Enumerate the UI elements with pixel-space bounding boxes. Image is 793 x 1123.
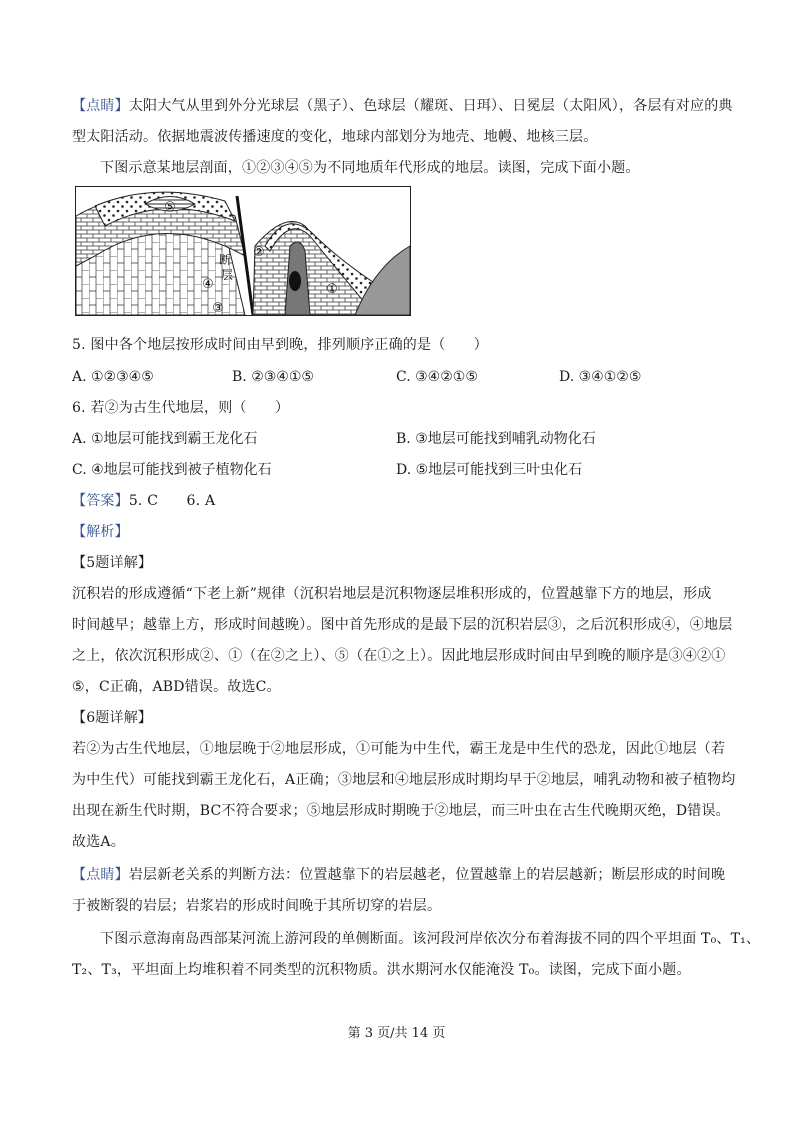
- intro-paragraph-2-cont: T₂、T₃，平坦面上均堆积着不同类型的沉积物质。洪水期河水仅能淹没 T₀。读图，完成下面小题。: [72, 962, 691, 978]
- tip-tag: 【点睛】: [72, 98, 129, 114]
- analysis-tag: 【解析】: [72, 524, 129, 540]
- q5-option-a: A. ①②③④⑤: [72, 369, 154, 385]
- q6-detail-line-2: 为中生代）可能找到霸王龙化石，A正确；③地层和④地层形成时期均早于②地层，哺乳动物和被子植物均: [72, 772, 736, 788]
- q5-detail-line-2: 时间越早；越靠上方，形成时间越晚）。图中首先形成的是最下层的沉积岩层③，之后沉积形成④，④地层: [72, 617, 733, 633]
- page-footer: 第 3 页/共 14 页: [347, 1026, 446, 1041]
- q6-detail-line-4: 故选A。: [72, 834, 125, 850]
- label-fault-2: 层: [220, 268, 234, 282]
- q5-option-b: B. ②③④①⑤: [232, 369, 314, 385]
- tip-paragraph-1: [72, 95, 733, 117]
- q5-option-c: C. ③④②①⑤: [396, 369, 478, 385]
- q5-option-d: D. ③④①②⑤: [559, 369, 642, 385]
- q5-detail-line-1: 沉积岩的形成遵循“下老上新”规律（沉积岩地层是沉积物逐层堆积形成的，位置越靠下方的地层，形成: [72, 586, 712, 602]
- tip-text-2: 岩层新老关系的判断方法：位置越靠下的岩层越老，位置越靠上的岩层越新；断层形成的时间晚: [128, 867, 726, 883]
- label-layer-1: ①: [326, 282, 338, 297]
- label-layer-3: ③: [212, 301, 224, 316]
- answer-text: 5. C 6. A: [128, 493, 216, 509]
- q6-detail-line-1: 若②为古生代地层，①地层晚于②地层形成，①可能为中生代，霸王龙是中生代的恐龙，因此①地层（若: [72, 741, 726, 757]
- strata-cross-section-diagram: [75, 186, 411, 316]
- q5-detail-line-4: ⑤，C正确，ABD错误。故选C。: [72, 679, 281, 695]
- intro-paragraph-1: 下图示意某地层剖面，①②③④⑤为不同地质年代形成的地层。读图，完成下面小题。: [100, 160, 640, 176]
- q6-option-d: D. ⑤地层可能找到三叶虫化石: [396, 462, 583, 478]
- label-layer-5: ⑤: [164, 200, 176, 215]
- intro-paragraph-2: 下图示意海南岛西部某河流上游河段的单侧断面。该河段河岸依次分布着海拔不同的四个平坦面 T₀、T₁、: [100, 931, 761, 947]
- label-layer-4: ④: [202, 277, 214, 292]
- question-6-stem: 6. 若②为古生代地层，则（ ）: [72, 400, 290, 416]
- question-5-stem: 5. 图中各个地层按形成时间由早到晚，排列顺序正确的是（ ）: [72, 337, 489, 353]
- tip-text: 太阳大气从里到外分光球层（黑子）、色球层（耀斑、日珥）、日冕层（太阳风），各层有对应的典: [128, 98, 733, 114]
- tip-tag-2: 【点睛】: [72, 867, 129, 883]
- q6-option-b: B. ③地层可能找到哺乳动物化石: [396, 431, 596, 447]
- q6-option-c: C. ④地层可能找到被子植物化石: [72, 462, 272, 478]
- tip-paragraph-1-cont: 型太阳活动。依据地震波传播速度的变化，地球内部划分为地壳、地幔、地核三层。: [72, 129, 598, 145]
- label-layer-2: ②: [253, 245, 265, 260]
- q6-detail-line-3: 出现在新生代时期，BC不符合要求；⑤地层形成时期晚于②地层，而三叶虫在古生代晚期灭绝，D错误。: [72, 803, 730, 819]
- q5-detail-line-3: 之上，依次沉积形成②、①（在②之上）、⑤（在①之上）。因此地层形成时间由早到晚的顺序是③④②①: [72, 648, 726, 664]
- q6-option-a: A. ①地层可能找到霸王龙化石: [72, 431, 258, 447]
- label-fault-1: 断: [218, 253, 232, 267]
- tip-paragraph-2-cont: 于被断裂的岩层；岩浆岩的形成时间晚于其所切穿的岩层。: [72, 898, 442, 914]
- tip-paragraph-2: [72, 864, 726, 886]
- q6-detail-tag: 【6题详解】: [72, 710, 153, 726]
- answer-line: [72, 490, 723, 512]
- answer-tag: 【答案】: [72, 493, 129, 509]
- q5-detail-tag: 【5题详解】: [72, 555, 153, 571]
